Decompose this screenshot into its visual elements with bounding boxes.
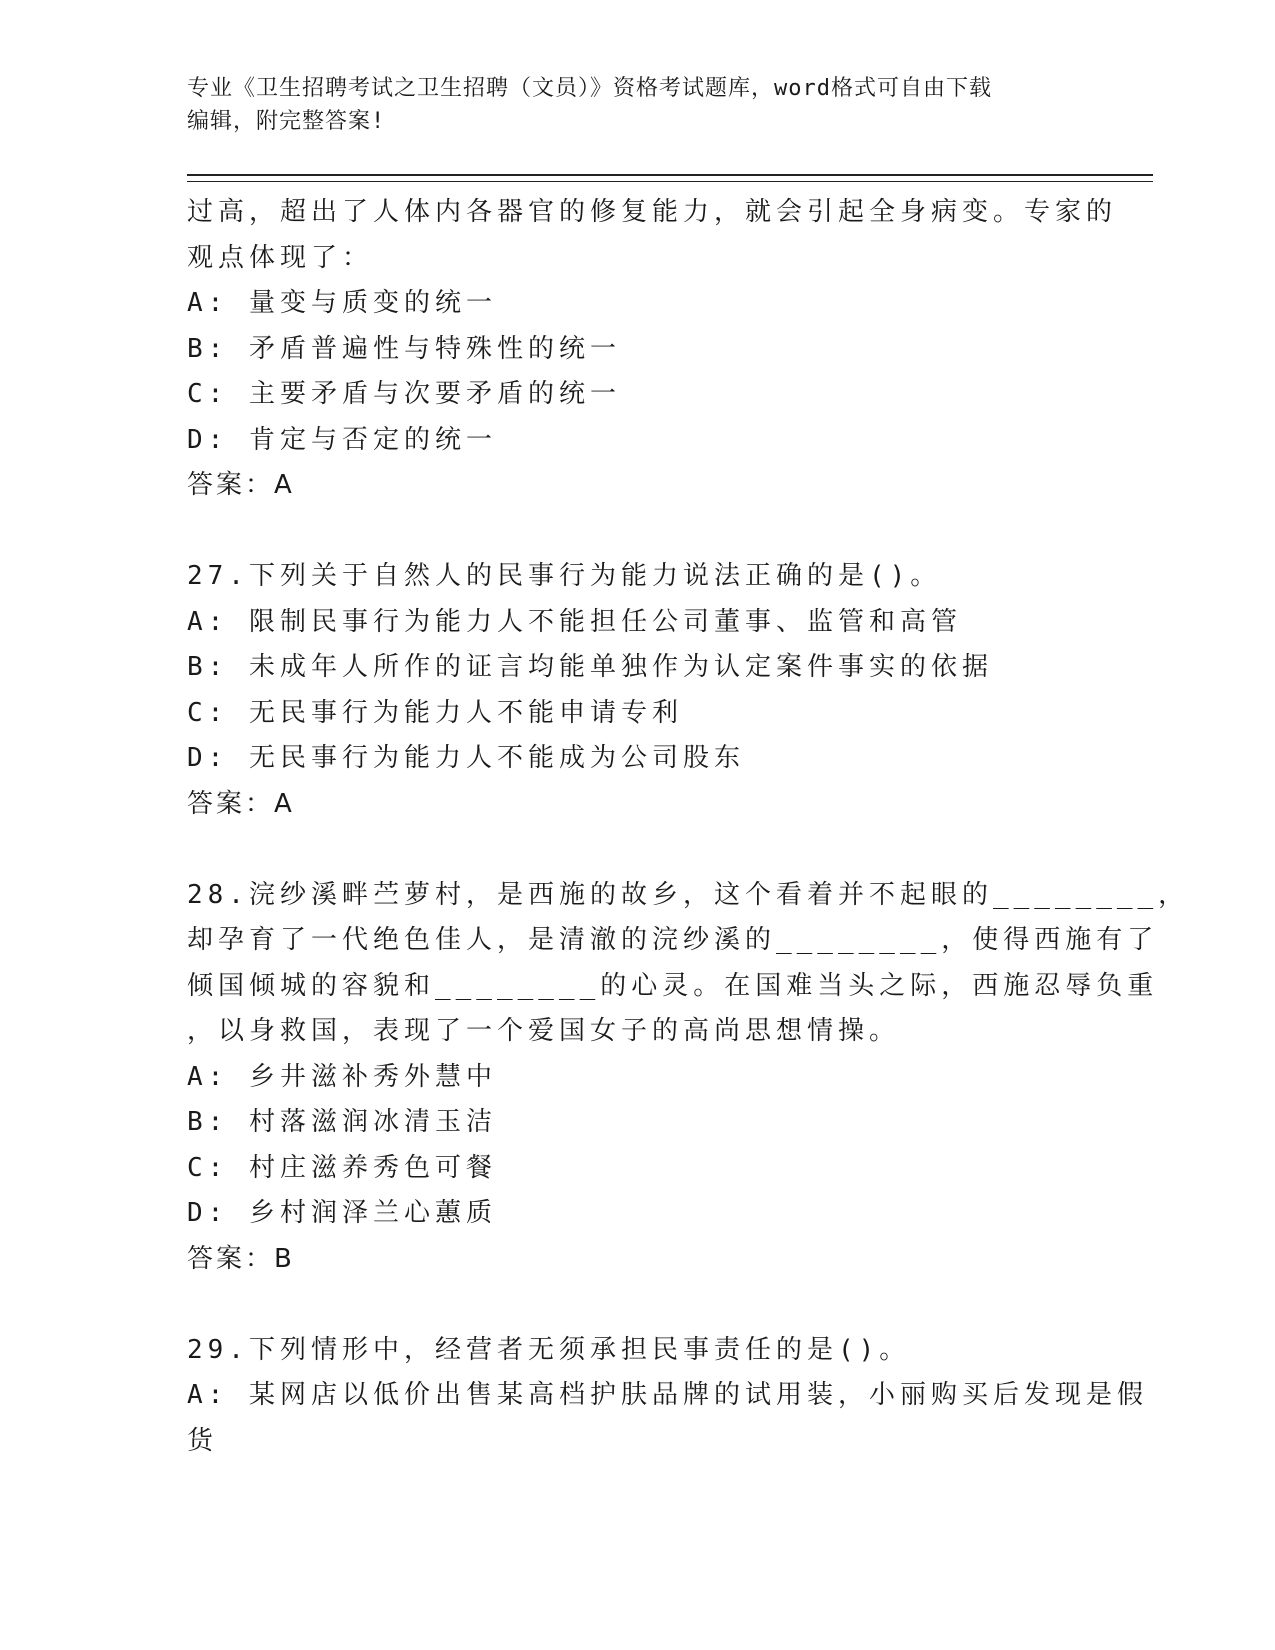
document-header bbox=[187, 72, 1067, 138]
option-d: D: 无民事行为能力人不能成为公司股东 bbox=[187, 743, 745, 773]
option-a-continued: 货 bbox=[187, 1425, 219, 1456]
answer-line: 答案：B bbox=[187, 1243, 295, 1274]
option-a: A: 某网店以低价出售某高档护肤品牌的试用装，小丽购买后发现是假 bbox=[187, 1380, 1148, 1410]
spacer bbox=[187, 1282, 1087, 1328]
question-stem-line: 过高，超出了人体内各器官的修复能力，就会引起全身病变。专家的 bbox=[187, 197, 1118, 227]
option-a: A: 量变与质变的统一 bbox=[187, 288, 497, 318]
option-d: D: 肯定与否定的统一 bbox=[187, 424, 497, 455]
option-c: C: 无民事行为能力人不能申请专利 bbox=[187, 697, 683, 728]
header-divider-thick bbox=[187, 174, 1153, 176]
answer-line: 答案：A bbox=[187, 788, 295, 819]
question-stem-line: 倾国倾城的容貌和________的心灵。在国难当头之际，西施忍辱负重 bbox=[187, 970, 1159, 1001]
question-28 bbox=[187, 873, 1190, 1283]
spacer bbox=[187, 827, 1087, 873]
header-line-2: 编辑，附完整答案! bbox=[187, 109, 386, 134]
question-26 bbox=[187, 190, 1118, 509]
question-stem-line: 观点体现了： bbox=[187, 242, 374, 273]
question-27 bbox=[187, 554, 1087, 827]
question-stem-line: 27.下列关于自然人的民事行为能力说法正确的是()。 bbox=[187, 561, 942, 591]
header-line-1: 专业《卫生招聘考试之卫生招聘（文员）》资格考试题库，word格式可自由下载 bbox=[187, 76, 992, 101]
option-c: C: 主要矛盾与次要矛盾的统一 bbox=[187, 379, 621, 409]
option-b: B: 矛盾普遍性与特殊性的统一 bbox=[187, 333, 621, 364]
option-d: D: 乡村润泽兰心蕙质 bbox=[187, 1198, 497, 1228]
option-b: B: 村落滋润冰清玉洁 bbox=[187, 1107, 497, 1137]
question-stem-line: 29.下列情形中，经营者无须承担民事责任的是()。 bbox=[187, 1334, 911, 1365]
option-c: C: 村庄滋养秀色可餐 bbox=[187, 1152, 497, 1183]
option-a: A: 乡井滋补秀外慧中 bbox=[187, 1061, 497, 1092]
answer-line: 答案：A bbox=[187, 470, 295, 500]
question-body bbox=[187, 190, 1190, 1464]
header-divider-thin bbox=[187, 181, 1153, 182]
question-stem-line: ，以身救国，表现了一个爱国女子的高尚思想情操。 bbox=[187, 1016, 901, 1046]
option-a: A: 限制民事行为能力人不能担任公司董事、监管和高管 bbox=[187, 606, 962, 637]
question-29 bbox=[187, 1328, 1148, 1465]
question-stem-line: 却孕育了一代绝色佳人，是清澈的浣纱溪的________，使得西施有了 bbox=[187, 925, 1159, 955]
spacer bbox=[187, 509, 1087, 555]
option-b: B: 未成年人所作的证言均能单独作为认定案件事实的依据 bbox=[187, 652, 993, 682]
question-stem-line: 28.浣纱溪畔苎萝村，是西施的故乡，这个看着并不起眼的________， bbox=[187, 879, 1190, 910]
